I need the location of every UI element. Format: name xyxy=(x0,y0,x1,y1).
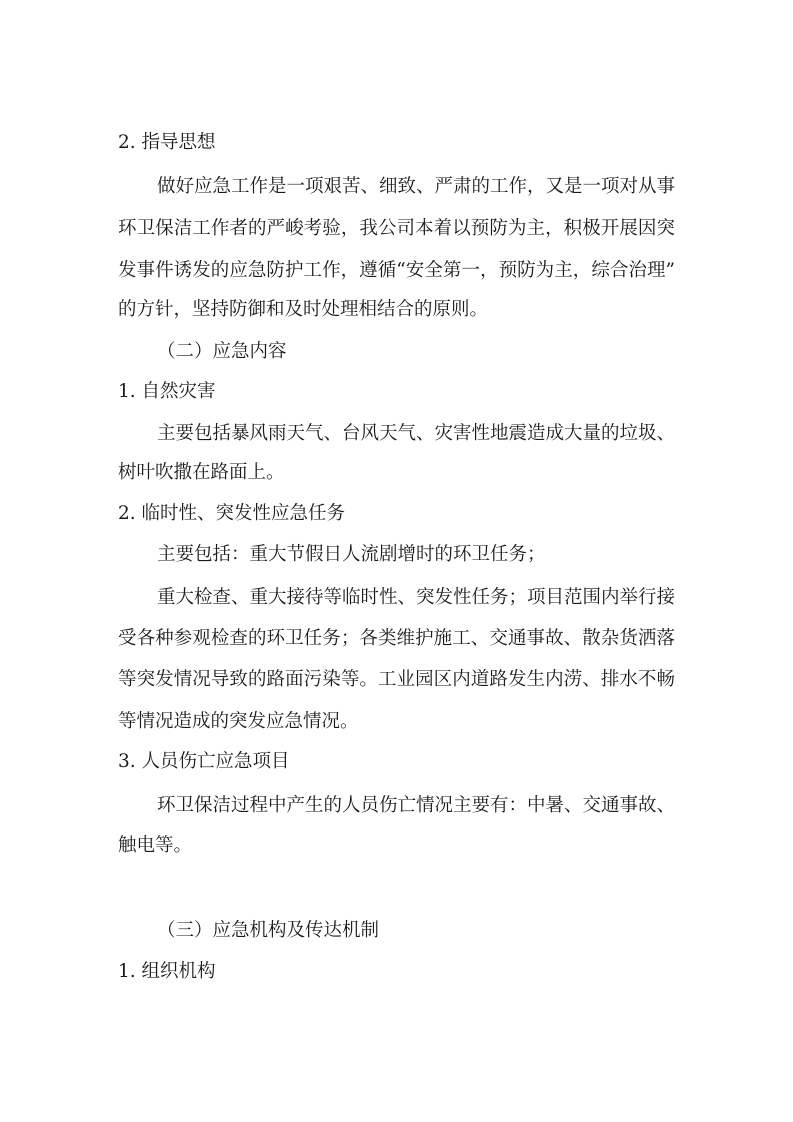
paragraph-line: 主要包括暴风雨天气、台风天气、灾害性地震造成大量的垃圾、 xyxy=(157,423,676,444)
paragraph-line: 树叶吹撒在路面上。 xyxy=(118,462,285,483)
paragraph-line: 等突发情况导致的路面污染等。工业园区内道路发生内涝、排水不畅 xyxy=(118,669,675,690)
section-heading-emergency-organization: （三）应急机构及传达机制 xyxy=(157,920,380,941)
paragraph-line: 发事件诱发的应急防护工作，遵循“安全第一，预防为主，综合治理” xyxy=(118,260,675,281)
paragraph-line: 的方针，坚持防御和及时处理相结合的原则。 xyxy=(118,299,489,320)
paragraph-line: 受各种参观检查的环卫任务；各类维护施工、交通事故、散杂货洒落 xyxy=(118,628,675,649)
section-heading-emergency-content: （二）应急内容 xyxy=(157,341,287,362)
paragraph-line: 等情况造成的突发应急情况。 xyxy=(118,711,359,732)
heading-guiding-idea: 2. 指导思想 xyxy=(118,132,216,153)
paragraph-line: 触电等。 xyxy=(118,835,193,856)
heading-natural-disaster: 1. 自然灾害 xyxy=(118,381,216,402)
paragraph-line: 主要包括：重大节假日人流剧增时的环卫任务； xyxy=(157,544,546,565)
paragraph-line: 环卫保洁工作者的严峻考验，我公司本着以预防为主，积极开展因突 xyxy=(118,218,675,239)
heading-temporary-tasks: 2. 临时性、突发性应急任务 xyxy=(118,503,346,524)
paragraph-line: 环卫保洁过程中产生的人员伤亡情况主要有：中暑、交通事故、 xyxy=(157,795,676,816)
paragraph-line: 重大检查、重大接待等临时性、突发性任务；项目范围内举行接 xyxy=(157,587,676,608)
heading-casualty-emergency: 3. 人员伤亡应急项目 xyxy=(118,751,290,772)
heading-organization: 1. 组织机构 xyxy=(118,961,216,982)
paragraph-line: 做好应急工作是一项艰苦、细致、严肃的工作，又是一项对从事 xyxy=(157,176,676,197)
